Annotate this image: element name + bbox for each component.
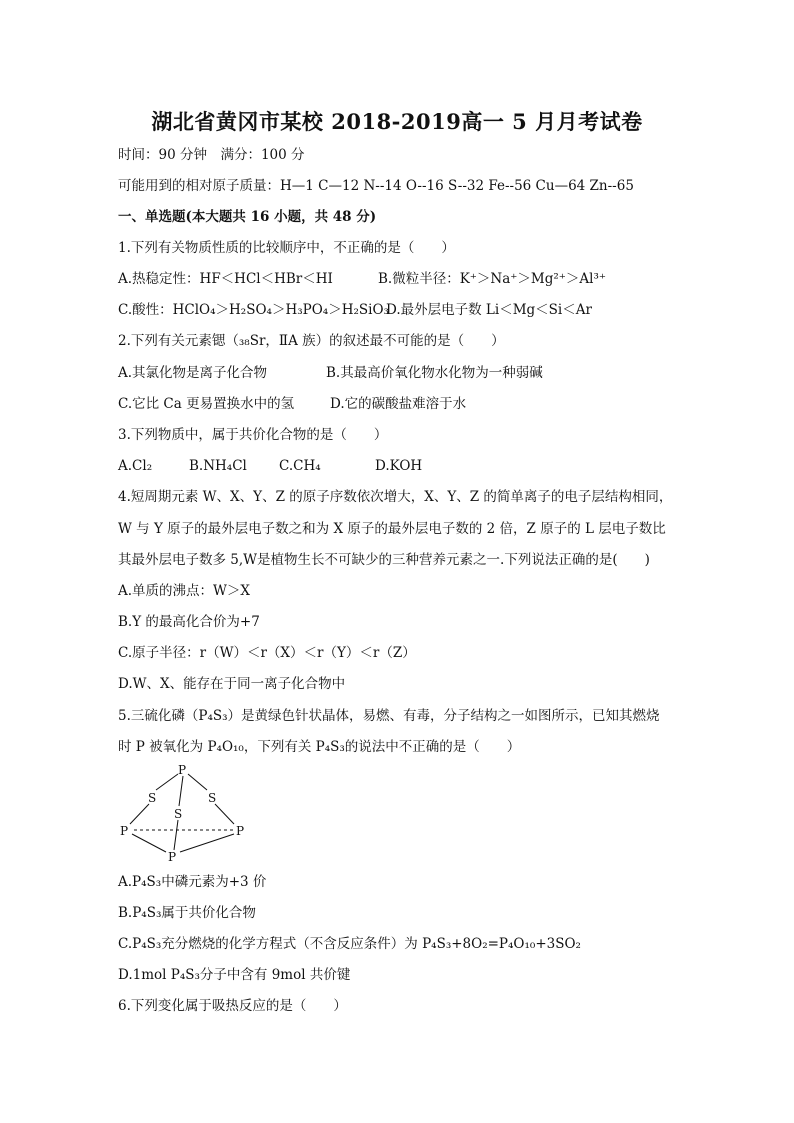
q1-option-c: C.酸性：HClO₄＞H₂SO₄＞H₃PO₄＞H₂SiO₃ (118, 302, 389, 318)
atom-p-top: P (178, 763, 187, 777)
q2-option-a: A.其氯化物是离子化合物 (118, 365, 268, 381)
time-info: 时间：90 分钟 满分：100 分 (118, 147, 305, 163)
q3-option-b: B.NH₄Cl (189, 458, 247, 474)
q1-stem: 1.下列有关物质性质的比较顺序中，不正确的是（ ） (118, 240, 455, 256)
page-title: 湖北省黄冈市某校 2018-2019高一 5 月月考试卷 (151, 109, 643, 134)
q4-stem-line2: W 与 Y 原子的最外层电子数之和为 X 原子的最外层电子数的 2 倍，Z 原子的 L 层电子数比 (118, 521, 666, 537)
q5-option-b: B.P₄S₃属于共价化合物 (118, 905, 256, 921)
q1-option-d: D.最外层电子数 Li＜Mg＜Si＜Ar (386, 302, 592, 318)
q4-option-d: D.W、X、能存在于同一离子化合物中 (118, 676, 346, 692)
q2-stem: 2.下列有关元素锶（₃₈Sr，ⅡA 族）的叙述最不可能的是（ ） (118, 333, 505, 349)
q4-option-a: A.单质的沸点：W＞X (118, 583, 251, 599)
q2-option-c: C.它比 Ca 更易置换水中的氢 (118, 396, 295, 412)
p4s3-structure-diagram (112, 760, 262, 868)
q3-option-c: C.CH₄ (279, 458, 321, 474)
atom-p-right: P (236, 824, 245, 838)
atom-s-right: S (208, 791, 217, 805)
q3-option-d: D.KOH (375, 458, 423, 474)
q4-stem-line1: 4.短周期元素 W、X、Y、Z 的原子序数依次增大，X、Y、Z 的简单离子的电子层结构相同， (118, 489, 673, 505)
section-heading: 一、单选题(本大题共 16 小题，共 48 分) (118, 209, 377, 225)
atom-p-bottom: P (168, 850, 177, 864)
q3-option-a: A.Cl₂ (118, 458, 153, 474)
atom-s-center: S (174, 807, 183, 821)
q4-option-c: C.原子半径：r（W）＜r（X）＜r（Y）＜r（Z） (118, 645, 416, 661)
atom-p-left: P (120, 824, 129, 838)
q4-stem-line3: 其最外层电子数多 5,W是植物生长不可缺少的三种营养元素之一.下列说法正确的是( ) (118, 552, 650, 568)
q5-stem-line1: 5.三硫化磷（P₄S₃）是黄绿色针状晶体，易燃、有毒，分子结构之一如图所示，已知其燃烧 (118, 708, 660, 724)
q5-option-d: D.1mol P₄S₃分子中含有 9mol 共价键 (118, 967, 351, 983)
atomic-mass-info: 可能用到的相对原子质量：H—1 C—12 N--14 O--16 S--32 Fe--56 Cu—64 Zn--65 (118, 178, 634, 194)
q5-option-c: C.P₄S₃充分燃烧的化学方程式（不含反应条件）为 P₄S₃+8O₂=P₄O₁₀+3SO₂ (118, 936, 581, 952)
q3-stem: 3.下列物质中，属于共价化合物的是（ ） (118, 427, 388, 443)
q1-option-b: B.微粒半径：K⁺＞Na⁺＞Mg²⁺＞Al³⁺ (378, 271, 607, 287)
q4-option-b: B.Y 的最高化合价为+7 (118, 614, 260, 630)
q5-option-a: A.P₄S₃中磷元素为+3 价 (118, 874, 267, 890)
q2-option-b: B.其最高价氧化物水化物为一种弱碱 (326, 365, 543, 381)
q1-option-a: A.热稳定性：HF＜HCl＜HBr＜HI (118, 271, 333, 287)
atom-s-left: S (148, 791, 157, 805)
q5-stem-line2: 时 P 被氧化为 P₄O₁₀，下列有关 P₄S₃的说法中不正确的是（ ） (118, 739, 521, 755)
q6-stem: 6.下列变化属于吸热反应的是（ ） (118, 998, 347, 1014)
q2-option-d: D.它的碳酸盐难溶于水 (330, 396, 467, 412)
